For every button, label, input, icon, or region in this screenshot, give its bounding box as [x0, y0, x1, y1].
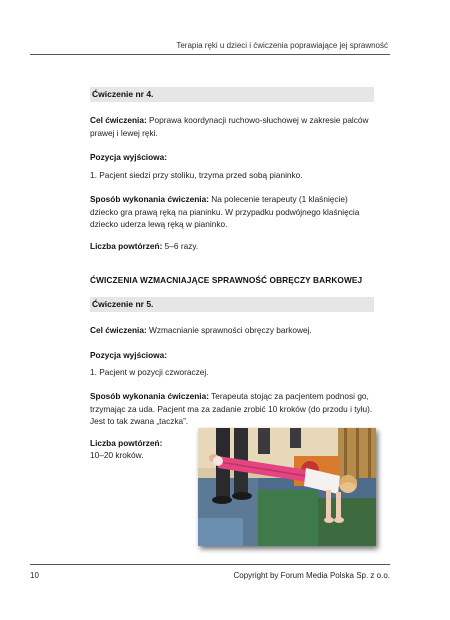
exercise-5-start-item: 1. Pacjent w pozycji czworaczej.	[90, 367, 209, 377]
exercise-4-reps-label: Liczba powtórzeń:	[90, 241, 163, 251]
exercise-4-goal-text: Poprawa koordynacji ruchowo-słuchowej w zakresie palców prawej i lewej ręki.	[90, 115, 369, 138]
footer-divider	[30, 564, 390, 565]
exercise-5-reps-label: Liczba powtórzeń:	[90, 438, 163, 448]
exercise-5-method	[90, 390, 378, 428]
exercise-5-method-label: Sposób wykonania ćwiczenia:	[90, 391, 209, 401]
exercise-5-method-text: Terapeuta stojąc za pacjentem podnosi go, trzymając za uda. Pacjent ma za zadanie zrobić 10 kroków (do przodu i tyłu). Jest to tak zwana „taczka”.	[90, 391, 373, 426]
page-number: 10	[30, 571, 39, 580]
exercise-4-method-label: Sposób wykonania ćwiczenia:	[90, 194, 209, 204]
exercise-5-goal-label: Cel ćwiczenia:	[90, 325, 147, 335]
running-header: Terapia ręki u dzieci i ćwiczenia poprawiające jej sprawność	[176, 41, 388, 50]
exercise-4-method	[90, 193, 378, 231]
exercise-5-start-label: Pozycja wyjściowa:	[90, 350, 168, 360]
exercise-5-reps-text: 10–20 kroków.	[90, 450, 144, 460]
header-divider	[30, 54, 390, 55]
copyright-notice: Copyright by Forum Media Polska Sp. z o.o.	[233, 571, 390, 580]
exercise-4-reps-text: 5–6 razy.	[162, 241, 199, 251]
exercise-5-goal-text: Wzmacnianie sprawności obręczy barkowej.	[146, 325, 312, 335]
exercise-4-title: Ćwiczenie nr 4.	[90, 87, 374, 102]
exercise-4-start-item: 1. Pacjent siedzi przy stoliku, trzyma przed sobą pianinko.	[90, 170, 303, 180]
exercise-4-goal-label: Cel ćwiczenia:	[90, 115, 147, 125]
exercise-5-goal	[90, 324, 378, 337]
exercise-photo	[198, 428, 376, 546]
exercise-4-method-text: Na polecenie terapeuty (1 klaśnięcie) dziecko gra prawą ręką na pianinku. W przypadku podwójnego klaśnięcia dziecko uderza lewą ręką w pianinko.	[90, 194, 360, 229]
exercise-4-goal	[90, 114, 378, 139]
exercise-4-start-label: Pozycja wyjściowa:	[90, 152, 168, 162]
exercise-5-title: Ćwiczenie nr 5.	[90, 297, 374, 312]
section-heading: ĆWICZENIA WZMACNIAJĄCE SPRAWNOŚĆ OBRĘCZY BARKOWEJ	[90, 275, 363, 285]
exercise-4-reps	[90, 240, 378, 253]
